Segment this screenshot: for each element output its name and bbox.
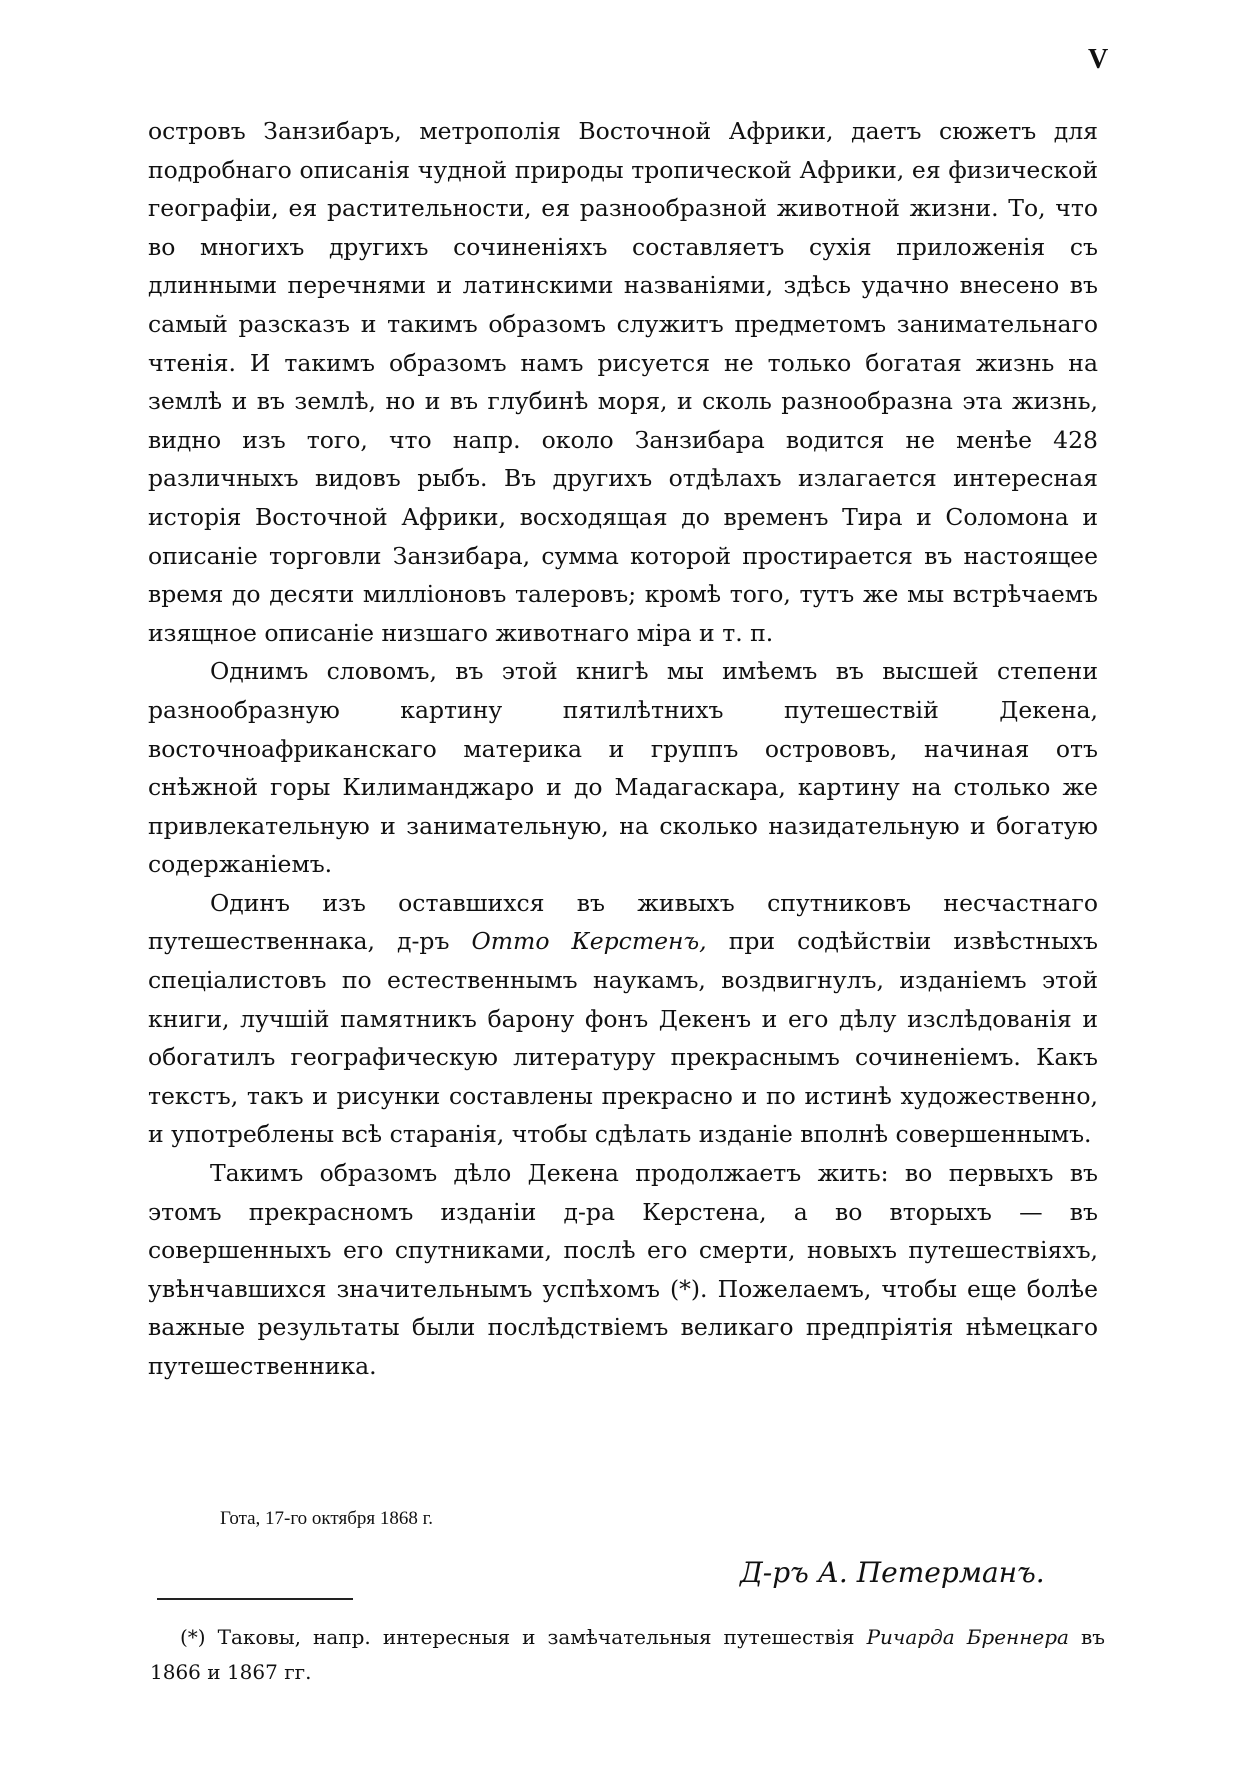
footnote-before: (*) Таковы, напр. интересныя и замѣчательныя путешествія (180, 1625, 855, 1649)
footnote-divider (157, 1598, 353, 1600)
signature: Д-ръ А. Петерманъ. (740, 1556, 1045, 1589)
paragraph-3 (148, 884, 1098, 1154)
person-name-kersten: Отто Керстенъ, (471, 927, 707, 956)
paragraph-2: Однимъ словомъ, въ этой книгѣ мы имѣемъ въ высшей степени разнообразную картину пятилѣтнихъ путешествій Декена, восточноафриканскаго материка и группъ острововъ, начиная отъ снѣжной горы Килиманджаро и до Мадагаскара, картину на столько же привлекательную и занимательную, на сколько назидательную и богатую содержаніемъ. (148, 657, 1098, 879)
paragraph-3-after: при содѣйствіи извѣстныхъ спеціалистовъ по естественнымъ наукамъ, воздвигнулъ, изданіемъ этой книги, лучшій памятникъ барону фонъ Декенъ и его дѣлу изслѣдованія и обогатилъ географическую литературу прекраснымъ сочиненіемъ. Какъ текстъ, такъ и рисунки составлены прекрасно и по истинѣ художественно, и употреблены всѣ старанія, чтобы сдѣлать изданіе вполнѣ совершеннымъ. (148, 927, 1098, 1149)
body-text (148, 112, 1098, 1386)
place-date: Гота, 17-го октября 1868 г. (220, 1508, 434, 1529)
paragraph-3-before: Одинъ изъ оставшихся въ живыхъ спутниковъ несчастнаго путешественнака, д-ръ (148, 888, 1098, 956)
person-name-brenner: Ричарда Бреннера (866, 1625, 1069, 1649)
footnote (150, 1620, 1105, 1690)
paragraph-1: островъ Занзибаръ, метрополія Восточной Африки, даетъ сюжетъ для подробнаго описанія чудной природы тропической Африки, ея физической географіи, ея растительности, ея разнообразной животной жизни. То, что во многихъ другихъ сочиненіяхъ составляетъ сухія приложенія съ длинными перечнями и латинскими названіями, здѣсь удачно внесено въ самый разсказъ и такимъ образомъ служитъ предметомъ занимательнаго чтенія. И такимъ образомъ намъ рисуется не только богатая жизнь на землѣ и въ землѣ, но и въ глубинѣ моря, и сколь разнообразна эта жизнь, видно изъ того, что напр. около Занзибара водится не менѣе 428 различныхъ видовъ рыбъ. Въ другихъ отдѣлахъ излагается интересная исторія Восточной Африки, восходящая до временъ Тира и Соломона и описаніе торговли Занзибара, сумма которой простирается въ настоящее время до десяти милліоновъ талеровъ; кромѣ того, тутъ же мы встрѣчаемъ изящное описаніе низшаго животнаго міра и т. п. (148, 117, 1098, 647)
page-number: V (1088, 44, 1109, 75)
footnote-after: въ 1866 и 1867 гг. (150, 1625, 1106, 1684)
paragraph-4: Такимъ образомъ дѣло Декена продолжаетъ жить: во первыхъ въ этомъ прекрасномъ изданіи д-ра Керстена, а во вторыхъ — въ совершенныхъ его спутниками, послѣ его смерти, новыхъ путешествіяхъ, увѣнчавшихся значительнымъ успѣхомъ (*). Пожелаемъ, чтобы еще болѣе важные результаты были послѣдствіемъ великаго предпріятія нѣмецкаго путешественника. (148, 1159, 1098, 1380)
